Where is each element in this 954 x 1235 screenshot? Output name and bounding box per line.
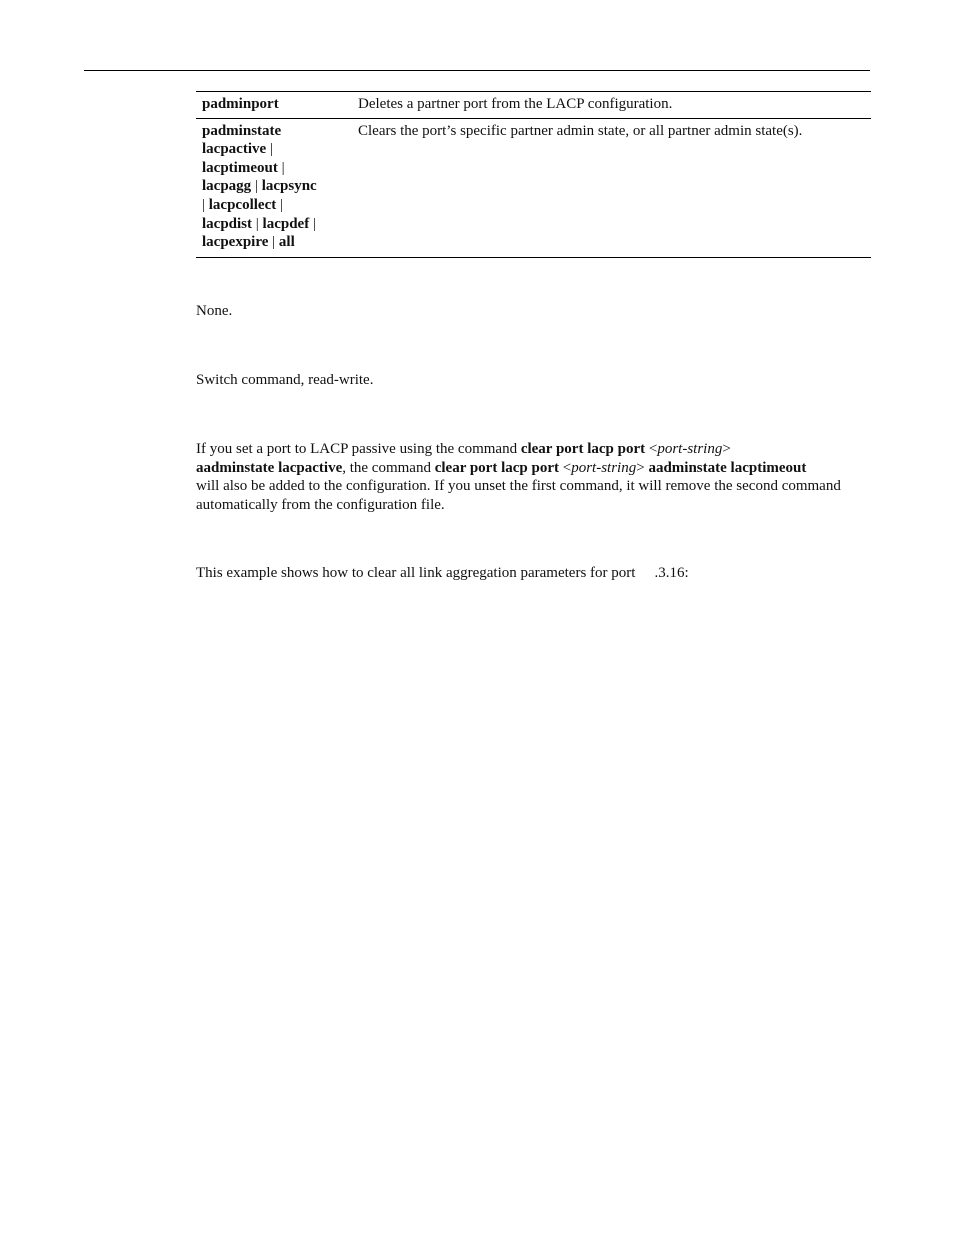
param-keyword: lacptimeout	[202, 159, 278, 176]
command-keyword: clear port lacp port	[520, 441, 646, 457]
param-keyword: lacpdist	[202, 215, 253, 232]
usage-text: , the command	[342, 459, 435, 476]
param-line	[202, 140, 356, 159]
usage-text: >	[722, 441, 731, 457]
table-row	[196, 118, 871, 257]
param-description: Clears the port’s specific partner admin state, or all partner admin state(s).	[358, 118, 871, 257]
param-keyword: lacpexpire	[202, 234, 269, 251]
usage-paragraph	[196, 440, 872, 514]
param-line	[202, 159, 356, 178]
example-paragraph	[196, 564, 872, 583]
command-keyword: clear port lacp port	[434, 459, 559, 476]
command-argument: port-string	[657, 441, 723, 457]
mode-text: Switch command, read-write.	[196, 372, 374, 388]
param-line	[202, 95, 356, 114]
param-keyword: padminstate	[202, 122, 282, 139]
param-line	[202, 196, 356, 215]
usage-text: will also be added to the configuration. If you unset the first command, it will remove the second command automatically from the configuration file.	[196, 478, 841, 513]
param-keyword: lacpactive	[202, 141, 267, 158]
param-keyword: padminport	[202, 96, 279, 112]
param-keyword: lacpcollect	[208, 196, 277, 213]
parameter-table	[196, 91, 871, 258]
param-keyword: lacpsync	[261, 178, 317, 195]
command-keyword: aadminstate lacptimeout	[648, 459, 807, 476]
param-separator: |	[309, 215, 316, 232]
command-argument: port-string	[571, 459, 637, 476]
param-separator: |	[252, 215, 263, 232]
param-keyword: all	[278, 234, 295, 251]
header-rule	[84, 70, 870, 71]
param-separator: |	[277, 159, 285, 176]
param-line	[202, 233, 356, 252]
usage-text: If you set a port to LACP passive using the command	[196, 441, 521, 457]
param-separator: |	[276, 196, 284, 213]
param-separator: |	[268, 234, 279, 251]
usage-text: <	[559, 459, 572, 476]
example-text: This example shows how to clear all link aggregation parameters for port	[196, 565, 636, 581]
param-line	[202, 177, 356, 196]
param-separator: |	[266, 141, 273, 158]
table-row	[196, 92, 871, 119]
param-description: Deletes a partner port from the LACP configuration.	[358, 92, 871, 119]
param-keyword: lacpagg	[202, 178, 252, 195]
param-keyword: lacpdef	[262, 215, 310, 232]
usage-text: <	[645, 441, 658, 457]
param-separator: |	[251, 178, 262, 195]
command-keyword: aadminstate lacpactive	[196, 459, 343, 476]
usage-text: >	[636, 459, 649, 476]
defaults-text: None.	[196, 303, 233, 319]
example-port: .3.16:	[654, 565, 689, 581]
param-name-cell	[196, 92, 358, 119]
param-line	[202, 215, 356, 234]
param-name-cell	[196, 118, 358, 257]
param-line	[202, 122, 356, 141]
param-separator: |	[202, 196, 209, 213]
